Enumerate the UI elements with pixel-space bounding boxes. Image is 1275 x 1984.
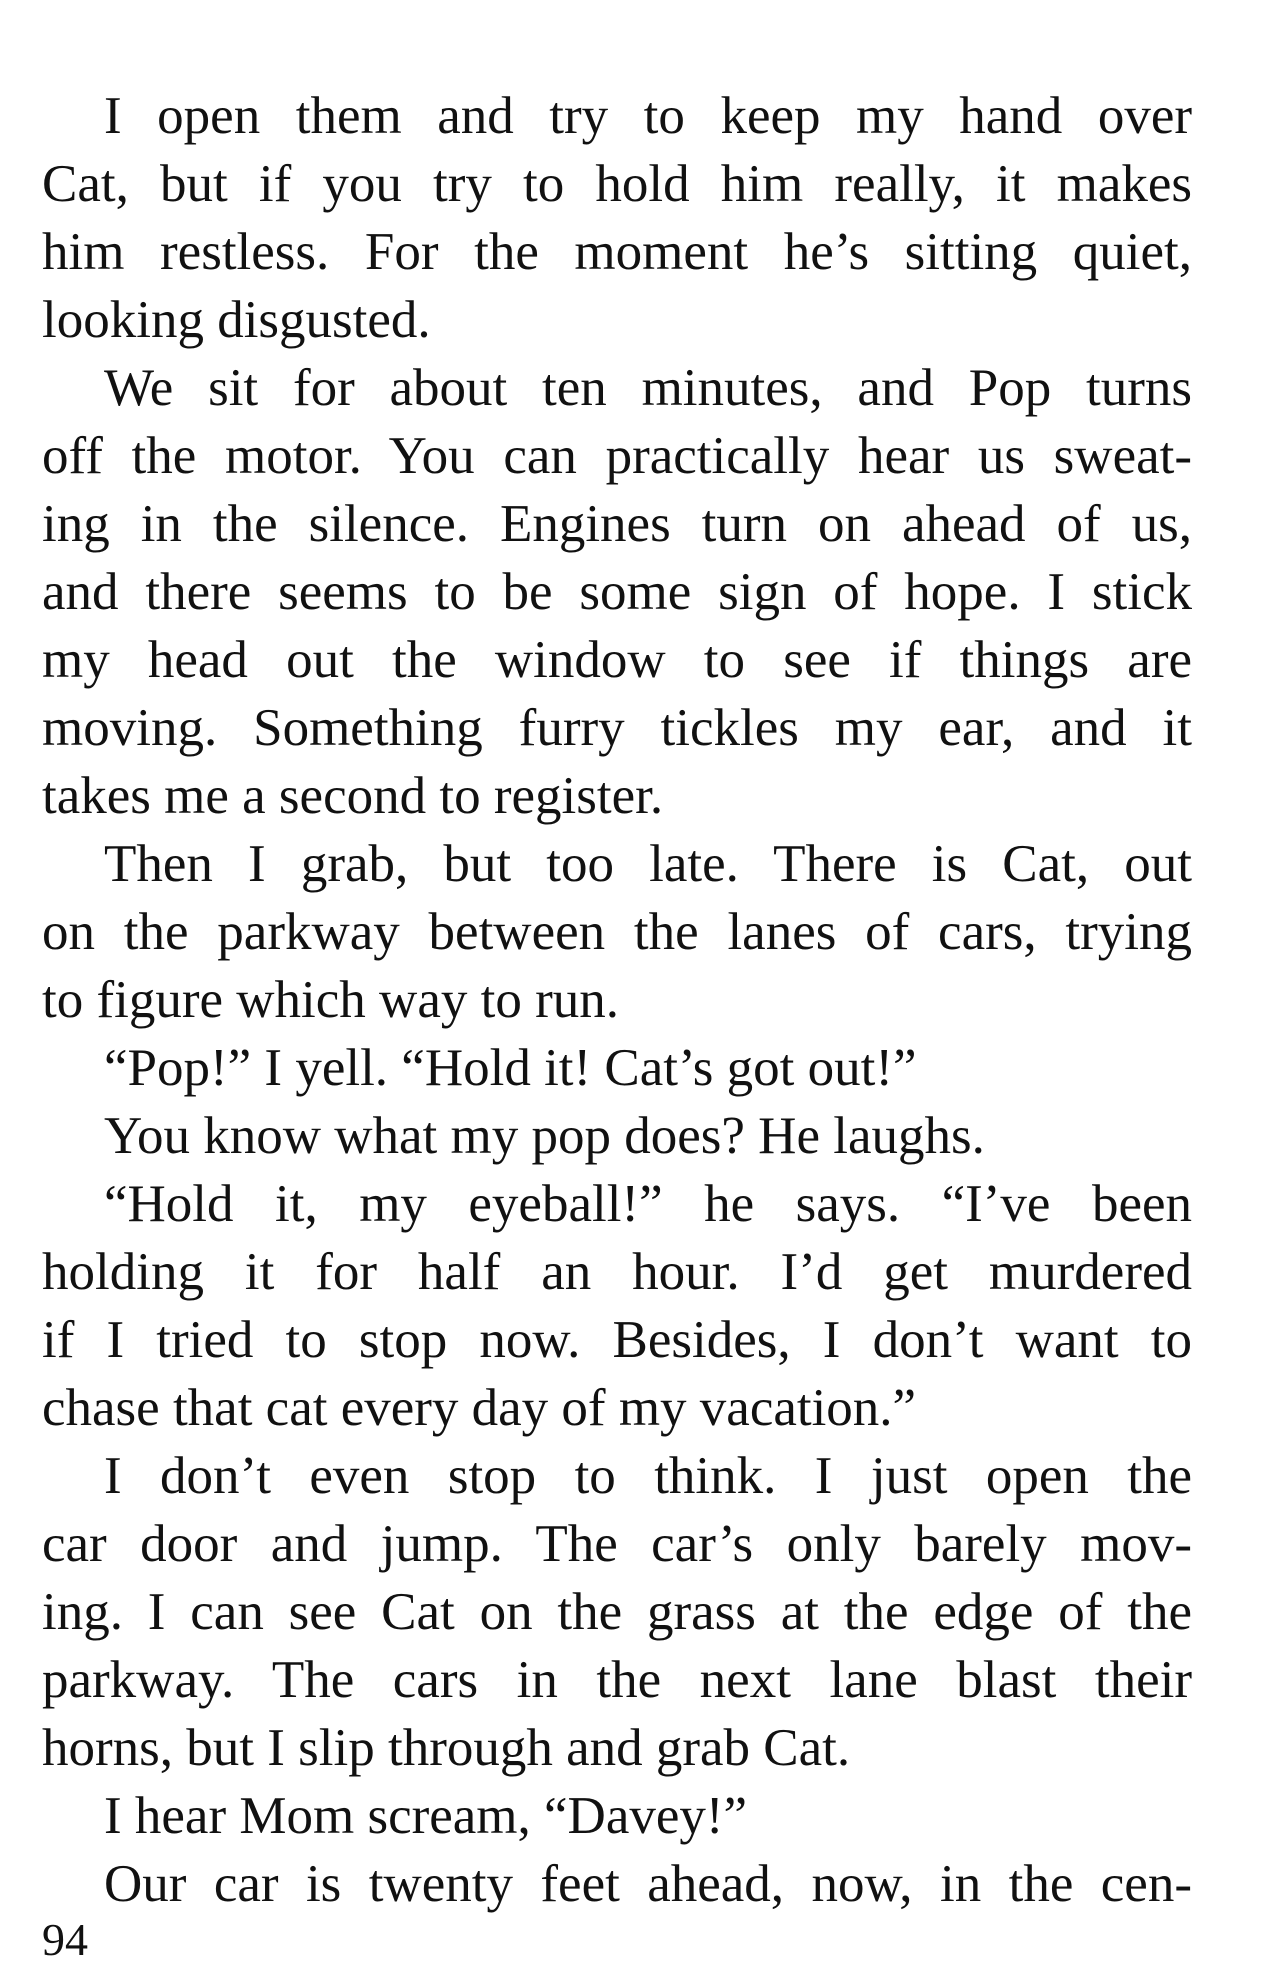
text-line: car door and jump. The car’s only barely mov- [42,1515,1192,1573]
text-line: on the parkway between the lanes of cars, trying [42,903,1192,961]
text-line: takes me a second to register. [42,767,664,825]
text-line: my head out the window to see if things are [42,631,1192,689]
text-line: Cat, but if you try to hold him really, it makes [42,155,1192,213]
text-line: off the motor. You can practically hear us sweat- [42,427,1192,485]
text-line: We sit for about ten minutes, and Pop turns [104,359,1192,417]
text-line: horns, but I slip through and grab Cat. [42,1719,851,1777]
text-line: looking disgusted. [42,291,431,349]
text-line: Then I grab, but too late. There is Cat, out [104,835,1192,893]
text-line: parkway. The cars in the next lane blast their [42,1651,1192,1709]
text-line: I don’t even stop to think. I just open the [104,1447,1192,1505]
text-line: I hear Mom scream, “Davey!” [104,1787,748,1845]
text-line: to figure which way to run. [42,971,619,1029]
text-line: him restless. For the moment he’s sitting quiet, [42,223,1192,281]
text-line: You know what my pop does? He laughs. [104,1107,985,1165]
body-text [42,82,1192,1918]
page-number: 94 [42,1914,88,1965]
text-line: moving. Something furry tickles my ear, and it [42,699,1192,757]
text-line: holding it for half an hour. I’d get murdered [42,1243,1192,1301]
text-line: if I tried to stop now. Besides, I don’t want to [42,1311,1192,1369]
text-line: ing. I can see Cat on the grass at the edge of the [42,1583,1192,1641]
text-line: chase that cat every day of my vacation.” [42,1379,917,1437]
text-line: ing in the silence. Engines turn on ahead of us, [42,495,1192,553]
text-line: “Hold it, my eyeball!” he says. “I’ve been [104,1175,1192,1233]
text-line: Our car is twenty feet ahead, now, in the cen- [104,1855,1192,1913]
text-line: I open them and try to keep my hand over [104,87,1192,145]
text-line: “Pop!” I yell. “Hold it! Cat’s got out!” [104,1039,917,1097]
text-line: and there seems to be some sign of hope. I stick [42,563,1192,621]
